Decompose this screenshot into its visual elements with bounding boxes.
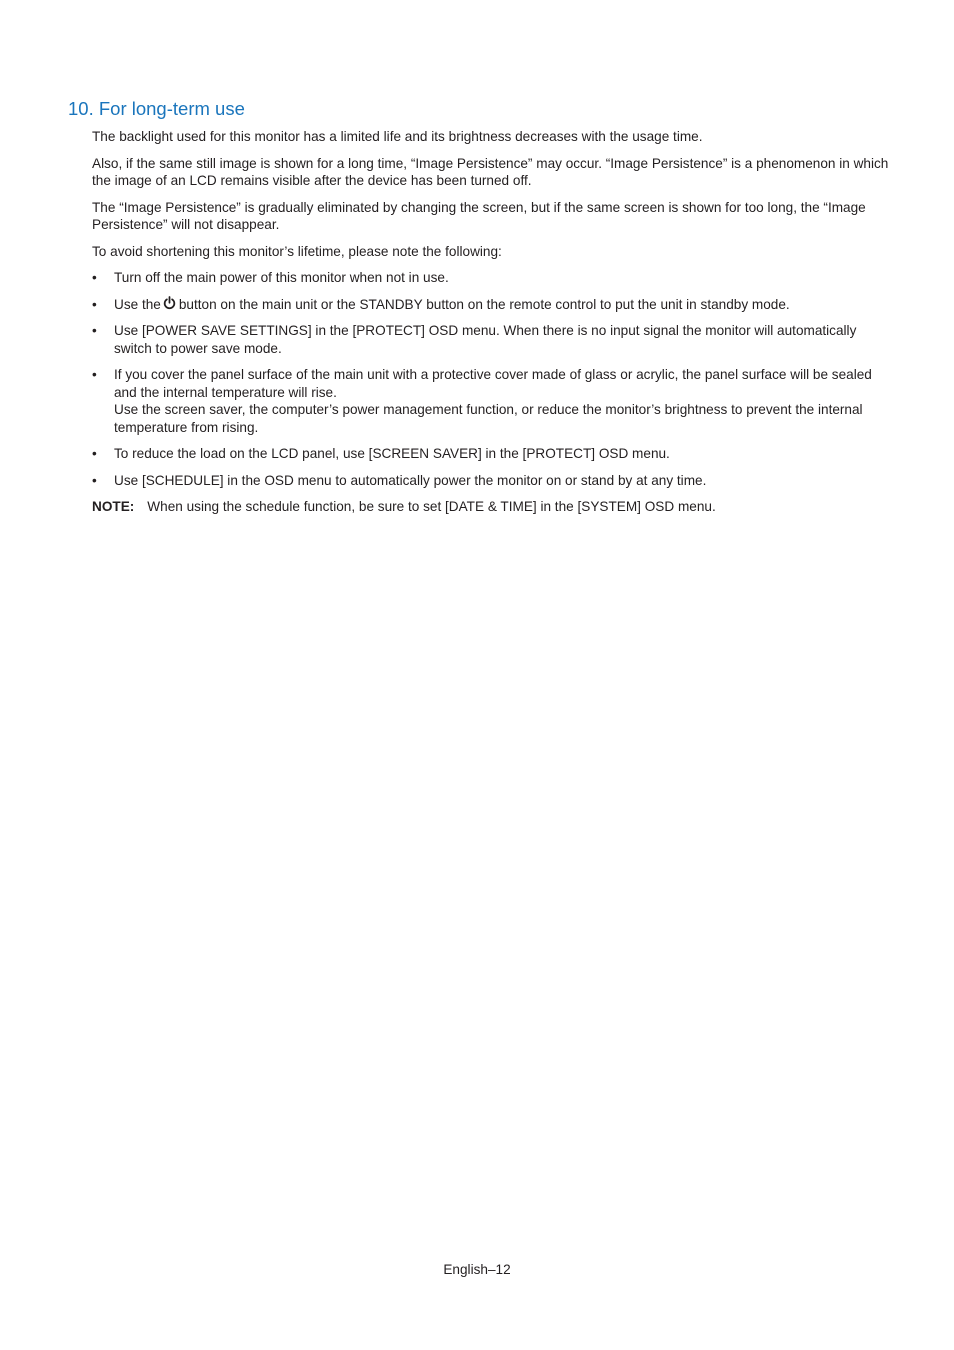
list-item: [92, 269, 892, 287]
note-text: When using the schedule function, be sure to set [DATE & TIME] in the [SYSTEM] OSD menu.: [147, 499, 716, 514]
list-item-text: button on the main unit or the STANDBY button on the remote control to put the unit in standby mode.: [178, 296, 790, 312]
list-item-text: Use the: [114, 296, 161, 312]
list-item: [92, 296, 892, 314]
page-number: English–12: [443, 1262, 511, 1277]
power-icon: [163, 296, 176, 310]
paragraph-lifetime-intro: To avoid shortening this monitor’s lifetime, please note the following:: [92, 243, 502, 259]
list-item-text: If you cover the panel surface of the main unit with a protective cover made of glass or acrylic, the panel surface will be sealed and the internal temperature will rise.: [114, 367, 872, 400]
list-item-text: Use [POWER SAVE SETTINGS] in the [PROTECT] OSD menu. When there is no input signal the monitor will automatically switch to power save mode.: [114, 323, 857, 356]
bullet-mark: •: [92, 296, 97, 312]
section-title: 10. For long-term use: [68, 98, 245, 119]
list-item: [92, 322, 892, 357]
note-label: NOTE:: [92, 499, 135, 514]
precautions-list: [92, 269, 892, 489]
list-item-text: To reduce the load on the LCD panel, use [SCREEN SAVER] in the [PROTECT] OSD menu.: [114, 446, 670, 461]
bullet-mark: •: [92, 472, 97, 488]
note: [92, 498, 892, 516]
paragraph-backlight: The backlight used for this monitor has a limited life and its brightness decreases with the usage time.: [92, 129, 703, 144]
paragraph-persistence-elimination: The “Image Persistence” is gradually eliminated by changing the screen, but if the same screen is shown for too long, the “Image Persistence” will not disappear.: [92, 199, 866, 232]
section-body: [92, 128, 892, 516]
list-item-text: Use the screen saver, the computer’s power management function, or reduce the monitor’s brightness to prevent the internal temperature from rising.: [114, 402, 863, 435]
bullet-mark: •: [92, 270, 97, 285]
bullet-mark: •: [92, 323, 97, 338]
list-item: [92, 445, 892, 463]
list-item-text: Turn off the main power of this monitor when not in use.: [114, 270, 449, 285]
bullet-mark: •: [92, 367, 97, 382]
list-item-text: Use [SCHEDULE] in the OSD menu to automatically power the monitor on or stand by at any time.: [114, 472, 707, 488]
bullet-mark: •: [92, 446, 97, 461]
list-item: [92, 366, 892, 436]
list-item: [92, 472, 892, 490]
paragraph-image-persistence: Also, if the same still image is shown for a long time, “Image Persistence” may occur. “Image Persistence” is a phenomenon in which the image of an LCD remains visible after the device has been turned off.: [92, 155, 889, 188]
